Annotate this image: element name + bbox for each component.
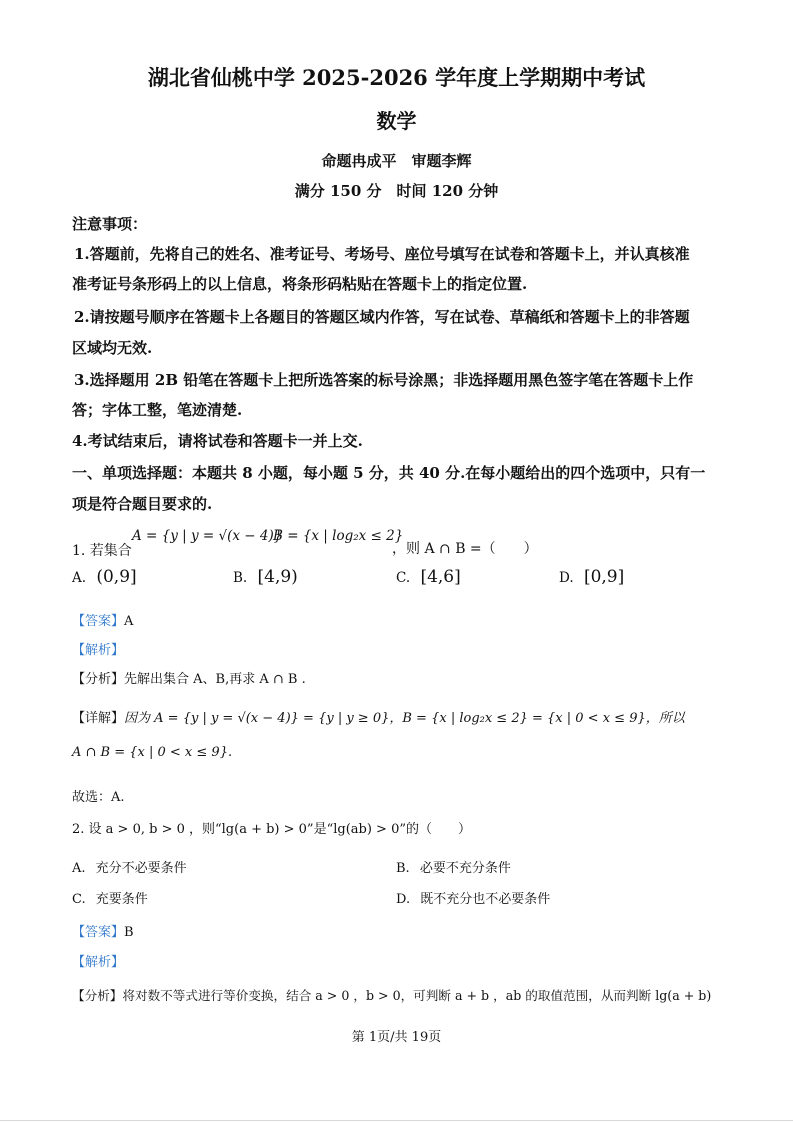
q1-set-a: A = {y | y = √(x − 4)}	[132, 528, 283, 544]
q1-xiangjie	[72, 707, 685, 726]
fenxi-text: 先解出集合 A、B,再求 A ∩ B .	[124, 672, 306, 687]
note-1-line-2: 准考证号条形码上的以上信息，将条形码粘贴在答题卡上的指定位置.	[72, 275, 528, 293]
option-label: B.	[396, 861, 410, 876]
option-value: 充要条件	[95, 892, 148, 907]
fenxi-text: 将对数不等式进行等价变换，结合 a > 0 ，b > 0，可判断 a + b ，ab 的取值范围，从而判断 lg(a + b)	[122, 988, 712, 1003]
q1-prefix: 1. 若集合	[72, 543, 132, 559]
option-value: [4,9)	[257, 567, 298, 587]
q1-fenxi	[72, 668, 306, 687]
q1-analysis-tag: 【解析】	[72, 643, 125, 658]
option-value: [4,6]	[420, 567, 461, 587]
option-value: (0,9]	[96, 567, 137, 587]
subject-title: 数学	[376, 109, 417, 133]
note-1-line-1: 1.答题前，先将自己的姓名、准考证号、考场号、座位号填写在试卷和答题卡上，并认真核准	[74, 245, 690, 263]
option-value: 充分不必要条件	[95, 861, 187, 876]
q2-stem: 2. 设 a > 0, b > 0 ，则“lg(a + b) > 0”是“lg(ab) > 0”的（ ）	[72, 822, 471, 837]
option-label: A.	[72, 861, 86, 876]
q1-option-d	[559, 567, 624, 587]
option-label: C.	[396, 570, 411, 586]
section-heading-line-1: 一、单项选择题：本题共 8 小题，每小题 5 分，共 40 分.在每小题给出的四个选项中，只有一	[72, 464, 706, 482]
q2-option-b	[396, 857, 511, 876]
q1-choose: 故选：A.	[72, 790, 125, 805]
answer-value: B	[124, 925, 134, 940]
q2-answer	[72, 921, 134, 940]
option-label: C.	[72, 892, 86, 907]
page-bottom-divider	[0, 1120, 793, 1121]
xiangjie-line-1: 因为 A = {y | y = √(x − 4)} = {y | y ≥ 0}，B = {x | log₂x ≤ 2} = {x | 0 < x ≤ 9}，所以	[124, 711, 685, 726]
q2-option-a	[72, 857, 187, 876]
notes-heading: 注意事项：	[72, 215, 148, 233]
page-number: 第 1页/共 19页	[351, 1030, 442, 1045]
option-value: 既不充分也不必要条件	[420, 892, 551, 907]
q1-answer	[72, 610, 133, 629]
score-time: 满分 150 分 时间 120 分钟	[294, 182, 499, 200]
q1-option-c	[396, 567, 461, 587]
fenxi-tag: 【分析】	[72, 672, 125, 687]
q1-option-b	[233, 567, 298, 587]
option-value: [0,9]	[583, 567, 625, 587]
q1-option-a	[72, 567, 137, 587]
q1-set-b: B = {x | log₂x ≤ 2}	[273, 528, 404, 544]
option-value: 必要不充分条件	[419, 861, 511, 876]
option-label: B.	[233, 570, 248, 586]
note-3-line-2: 答；字体工整，笔迹清楚.	[72, 401, 243, 419]
option-label: D.	[559, 570, 574, 586]
q2-option-d	[396, 888, 550, 907]
section-heading-line-2: 项是符合题目要求的.	[72, 495, 213, 513]
xiangjie-tag: 【详解】	[72, 711, 125, 726]
note-4: 4.考试结束后，请将试卷和答题卡一并上交.	[72, 432, 363, 450]
fenxi-tag: 【分析】	[72, 988, 123, 1003]
note-3-line-1: 3.选择题用 2B 铅笔在答题卡上把所选答案的标号涂黑；非选择题用黑色签字笔在答题卡上作	[74, 371, 694, 389]
answer-value: A	[124, 614, 134, 629]
answer-tag: 【答案】	[72, 614, 125, 629]
q2-analysis-tag: 【解析】	[72, 955, 125, 970]
note-2-line-1: 2.请按题号顺序在答题卡上各题目的答题区域内作答，写在试卷、草稿纸和答题卡上的非答题	[74, 308, 690, 326]
q2-option-c	[72, 888, 148, 907]
exam-title: 湖北省仙桃中学 2025-2026 学年度上学期期中考试	[147, 65, 646, 90]
option-label: D.	[396, 892, 411, 907]
option-label: A.	[72, 570, 87, 586]
answer-tag: 【答案】	[72, 925, 125, 940]
note-2-line-2: 区域均无效.	[72, 339, 153, 357]
q1-xiangjie-line-2: A ∩ B = {x | 0 < x ≤ 9}.	[72, 745, 233, 760]
q1-question: ，则 A ∩ B =（ ）	[392, 541, 538, 557]
authors: 命题冉成平 审题李辉	[321, 152, 472, 170]
q2-fenxi	[72, 985, 711, 1004]
